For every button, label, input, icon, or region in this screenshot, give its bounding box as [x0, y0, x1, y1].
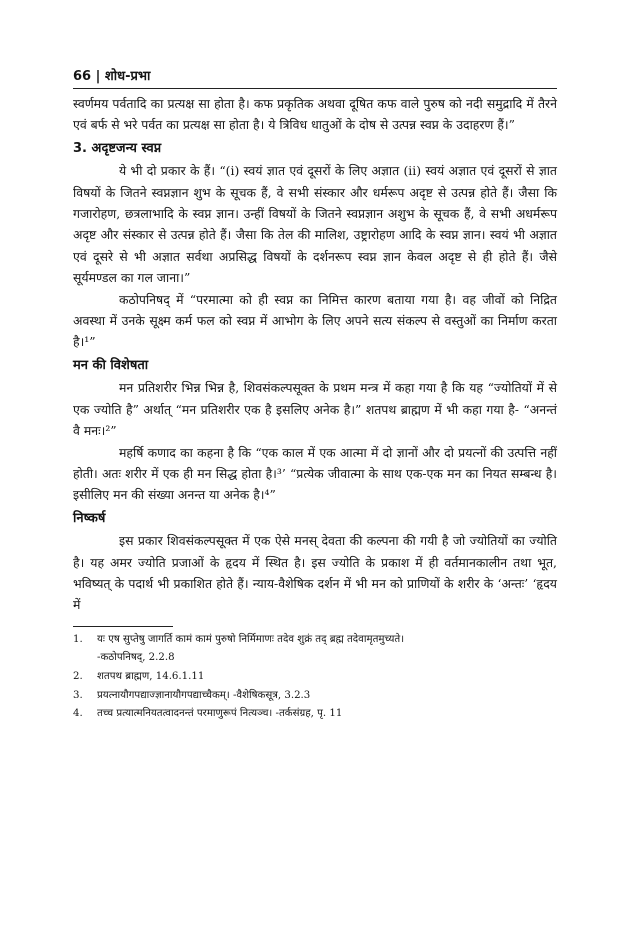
running-header	[73, 66, 557, 88]
footnote-text: प्रयत्नायौगपद्याज्ज्ञानायौगपद्याच्चैकम्। -वैशेषिकसूत्र, 3.2.3	[97, 689, 311, 701]
paragraph-adrishta-2: कठोपनिषद् में “परमात्मा को ही स्वप्न का निमित्त कारण बताया गया है। वह जीवों को निद्रित अवस्था में उनके सूक्ष्म कर्म फल को स्वप्न में आभोग के लिए अपने सत्य संकल्प से वस्तुओं का निर्माण करता है।¹”	[73, 291, 557, 350]
paragraph-nishkarsh: इस प्रकार शिवसंकल्पसूक्त में एक ऐसे मनस् देवता की कल्पना की गयी है जो ज्योतियों का ज्योति है। यह अमर ज्योति प्रजाओं के हृदय में स्थित है। इस ज्योति के प्रकाश में ही वर्तमानकालीन तथा भूत, भविष्यत् के पदार्थ भी प्रकाशित होते हैं। न्याय-वैशेषिक दर्शन में भी मन को प्राणियों के शरीर के ‘अन्तः’ ‘हृदय में	[73, 533, 557, 613]
footnote-source: -कठोपनिषद्, 2.2.8	[97, 652, 175, 664]
footnote-item	[73, 631, 557, 668]
paragraph-continued: स्वर्णमय पर्वतादि का प्रत्यक्ष सा होता है। कफ प्रकृतिक अथवा दूषित कफ वाले पुरुष को नदी समुद्रादि में तैरने एवं बर्फ से भरे पर्वत का प्रत्यक्ष सा होता है। ये त्रिविध धातुओं के दोष से उत्पन्न स्वप्न के उदाहरण हैं।”	[73, 96, 557, 133]
section-heading-adrishta: 3. अदृष्टजन्य स्वप्न	[73, 140, 162, 156]
footnote-text: यः एष सुप्तेषु जागर्ति कामं कामं पुरुषो निर्मिमाणः तदेव शुक्रं तद् ब्रह्म तदेवामृतमुच्यते।	[97, 633, 405, 645]
document-page	[73, 66, 557, 724]
section-heading-mana: मन की विशेषता	[73, 357, 149, 373]
paragraph-adrishta-1: ये भी दो प्रकार के हैं। “(i) स्वयं ज्ञात एवं दूसरों के लिए अज्ञात (ii) स्वयं अज्ञात एवं दूसरों से ज्ञात विषयों के जितने स्वप्नज्ञान शुभ के सूचक हैं, वे सभी संस्कार और धर्मरूप अदृष्ट से उत्पन्न होते हैं। जैसा कि गजारोहण, छत्रलाभादि के स्वप्न ज्ञान। उन्हीं विषयों के जितने स्वप्नज्ञान अशुभ के सूचक हैं, वे सभी अधर्मरूप अदृष्ट और संस्कार से उत्पन्न होते हैं। जैसा कि तेल की मालिश, उष्ट्रारोहण आदि के स्वप्न ज्ञान। स्वयं भी अज्ञात एवं दूसरे से भी अज्ञात सर्वथा अप्रसिद्ध विषयों के दर्शनरूप स्वप्न ज्ञान केवल अदृष्ट से ही होते हैं। जैसे सूर्यमण्डल का गल जाना।”	[73, 163, 557, 286]
page-number: 66	[73, 69, 92, 84]
header-separator: |	[95, 69, 101, 84]
footnote-rule	[73, 626, 173, 627]
footnote-number: 3.	[73, 689, 83, 701]
section-heading-nishkarsh: निष्कर्ष	[73, 510, 106, 526]
paragraph-mana-1: मन प्रतिशरीर भिन्न भिन्न है, शिवसंकल्पसूक्त के प्रथम मन्त्र में कहा गया है कि यह “ज्योतियों में से एक ज्योति है” अर्थात् “मन प्रतिशरीर एक है इसलिए अनेक है।” शतपथ ब्राह्मण में भी कहा गया है- “अनन्तं वै मनः।²”	[73, 380, 557, 439]
footnote-item	[73, 705, 557, 724]
footnote-number: 4.	[73, 708, 83, 720]
book-title: शोध-प्रभा	[104, 69, 151, 84]
footnote-number: 2.	[73, 670, 83, 682]
footnote-text: शतपथ ब्राह्मण, 14.6.1.11	[97, 670, 205, 682]
footnote-number: 1.	[73, 633, 83, 645]
paragraph-mana-2: महर्षि कणाद का कहना है कि “एक काल में एक आत्मा में दो ज्ञानों और दो प्रयत्नों की उत्पत्ति नहीं होती। अतः शरीर में एक ही मन सिद्ध होता है।³’ “प्रत्येक जीवात्मा के साथ एक-एक मन का नियत सम्बन्ध है। इसीलिए मन की संख्या अनन्त या अनेक है।⁴”	[73, 444, 557, 503]
footnote-item	[73, 668, 557, 687]
header-rule	[73, 88, 557, 89]
footnote-text: तच्च प्रत्यात्मनियतत्वादनन्तं परमाणुरूपं नित्यञ्च। -तर्कसंग्रह, पृ. 11	[97, 708, 343, 720]
footnote-item	[73, 687, 557, 706]
